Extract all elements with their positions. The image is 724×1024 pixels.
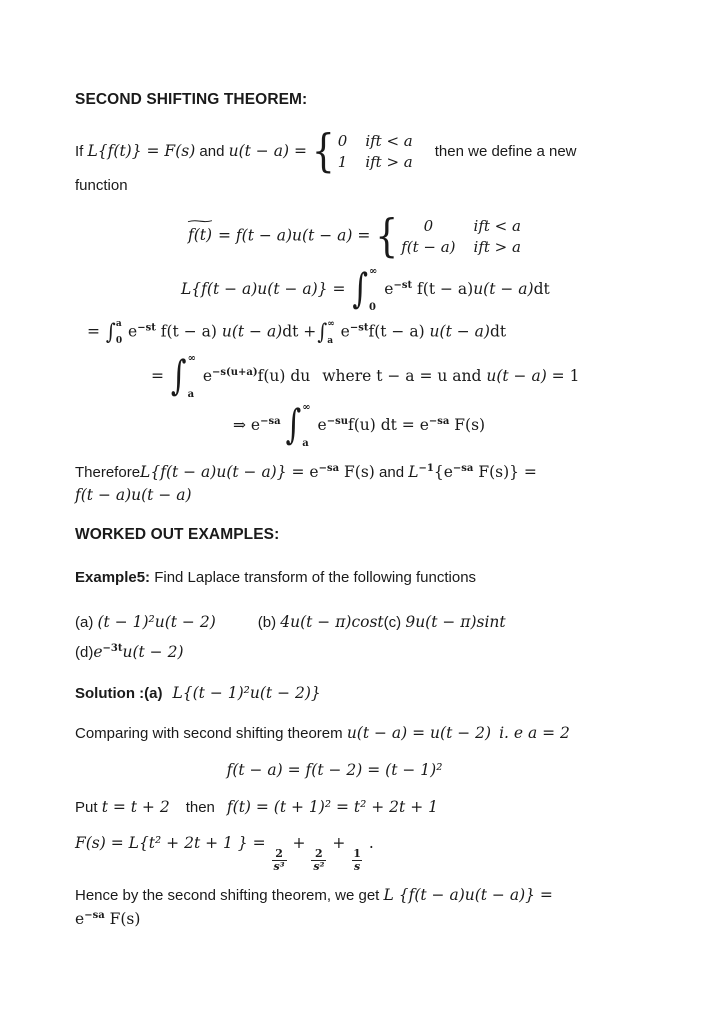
integral-sign: ∫ bbox=[170, 352, 187, 401]
lower-limit: a bbox=[187, 388, 195, 400]
text-run: and bbox=[195, 143, 229, 161]
integral-limits bbox=[301, 402, 310, 451]
math-run: e bbox=[379, 279, 394, 298]
integral-sign: ∫ bbox=[285, 401, 302, 450]
math-run: f(t − a) = f(t − 2) = (t − 1)² bbox=[226, 760, 443, 779]
math-run: where t − a = u and bbox=[322, 366, 487, 385]
intro-paragraph-continuation bbox=[75, 175, 654, 198]
put-substitution-line bbox=[75, 796, 654, 820]
math-run: f(u) dt = e bbox=[347, 415, 429, 434]
math-run: F(s) bbox=[104, 909, 141, 928]
math-run: u(t − a) bbox=[473, 279, 534, 298]
integral bbox=[286, 402, 311, 451]
worked-examples-heading: WORKED OUT EXAMPLES: bbox=[75, 526, 280, 544]
integral bbox=[352, 266, 377, 315]
math-run: F(s) bbox=[339, 462, 375, 481]
math-run: t = t + 2 bbox=[101, 797, 170, 816]
text-run-bold: Example5: bbox=[75, 569, 151, 587]
upper-limit: ∞ bbox=[187, 352, 196, 364]
equation-f-shift bbox=[75, 759, 594, 783]
math-run: e bbox=[197, 366, 213, 385]
math-run: f(t) = (t + 1)² = t² + 2t + 1 bbox=[226, 797, 438, 816]
text-run: Comparing with second shifting theorem bbox=[75, 724, 347, 742]
math-run: 9u(t − π)sint bbox=[405, 613, 506, 632]
equation-laplace-integral bbox=[181, 266, 654, 315]
math-run: e bbox=[123, 322, 138, 341]
math-run: L {f(t − a)u(t − a)} = bbox=[383, 885, 553, 904]
numerator: 2 bbox=[275, 846, 283, 860]
upper-limit: ∞ bbox=[302, 401, 311, 413]
math-run: dt bbox=[489, 322, 507, 341]
superscript: −1 bbox=[418, 462, 434, 474]
section-heading: SECOND SHIFTING THEOREM: bbox=[75, 91, 308, 108]
text-run: then bbox=[185, 798, 215, 816]
text-run: (d) bbox=[75, 643, 94, 661]
math-run: f(t − a) bbox=[368, 322, 430, 341]
numerator: 2 bbox=[315, 846, 323, 860]
text-run: If bbox=[75, 143, 88, 161]
math-run: u(t − a) = bbox=[228, 142, 312, 161]
math-run: e bbox=[75, 909, 85, 928]
math-run: L{f(t − a)u(t − a)} bbox=[140, 462, 287, 481]
cases-expression bbox=[311, 126, 413, 178]
example5-items bbox=[75, 608, 654, 667]
math-run: f(t − a)u(t − a) bbox=[75, 485, 192, 504]
text-run: Put bbox=[75, 798, 102, 816]
math-run: F(s)} = bbox=[473, 462, 537, 481]
denominator: s³ bbox=[273, 860, 285, 874]
math-run: u(t − 2) bbox=[122, 642, 184, 661]
cases-expression bbox=[375, 210, 521, 262]
fraction bbox=[272, 848, 287, 874]
equation-ftilde-definition bbox=[183, 210, 654, 262]
superscript: −st bbox=[137, 322, 156, 334]
math-run: = 1 bbox=[546, 366, 580, 385]
integral-sign: ∫ bbox=[352, 265, 369, 314]
integral-limits bbox=[116, 319, 122, 347]
text-run: function bbox=[75, 177, 128, 195]
case-value: 0 bbox=[337, 132, 348, 151]
cases-rows bbox=[401, 216, 521, 258]
lower-limit: a bbox=[327, 335, 334, 346]
upper-limit: ∞ bbox=[327, 318, 335, 329]
therefore-statement bbox=[75, 461, 654, 507]
lower-limit: 0 bbox=[369, 301, 376, 313]
tilde-accent: ∼ bbox=[183, 214, 217, 229]
math-run: f(t − a) bbox=[412, 279, 474, 298]
math-run: . bbox=[363, 833, 374, 852]
text-run: Therefore bbox=[75, 463, 141, 481]
superscript: −sa bbox=[84, 909, 105, 921]
math-run: u(t − a) bbox=[221, 322, 283, 341]
denominator: s bbox=[353, 860, 361, 874]
tilde-function bbox=[183, 214, 217, 248]
text-run: (a) bbox=[75, 614, 98, 632]
math-run: (t − 1)²u(t − 2) bbox=[97, 613, 216, 632]
solution-line bbox=[75, 682, 654, 706]
comparing-line bbox=[75, 722, 654, 746]
integral-limits bbox=[327, 319, 335, 347]
fraction bbox=[311, 848, 326, 874]
math-run: i. e a = 2 bbox=[499, 723, 570, 742]
math-run: u(t − a) = u(t − 2) bbox=[346, 723, 492, 742]
superscript: −sa bbox=[318, 462, 340, 474]
superscript: −st bbox=[349, 322, 369, 334]
case-condition: ift < a bbox=[365, 132, 413, 151]
integral-inline bbox=[106, 319, 122, 347]
math-run: ⇒ e bbox=[233, 415, 261, 434]
case-value: f(t − a) bbox=[401, 237, 456, 256]
math-run: L{f(t − a)u(t − a)} = bbox=[181, 279, 351, 298]
math-run: = f(t − a)u(t − a) = bbox=[213, 226, 376, 245]
superscript: −su bbox=[326, 415, 348, 427]
text-run: and bbox=[374, 463, 409, 481]
case-value: 0 bbox=[423, 216, 434, 235]
superscript: −sa bbox=[428, 415, 450, 427]
math-run: f(t − a) bbox=[155, 322, 222, 341]
integral-limits bbox=[187, 353, 196, 402]
math-run: dt bbox=[533, 279, 550, 298]
integral-sign: ∫ bbox=[317, 319, 328, 345]
lower-limit: 0 bbox=[115, 335, 123, 346]
math-run: e bbox=[93, 642, 103, 661]
text-run-bold: Solution :(a) bbox=[75, 684, 163, 702]
superscript: −sa bbox=[452, 462, 474, 474]
math-run: = bbox=[151, 366, 169, 385]
example5-statement bbox=[75, 566, 654, 590]
fs-transform-line bbox=[75, 832, 654, 874]
case-value: 1 bbox=[337, 153, 348, 172]
math-run: = bbox=[87, 322, 105, 341]
math-run: {e bbox=[433, 462, 453, 481]
math-run: + bbox=[327, 833, 351, 852]
text-run: Find Laplace transform of the following functions bbox=[150, 569, 477, 587]
math-run: e bbox=[335, 322, 350, 341]
math-run: f(t) bbox=[188, 226, 213, 245]
integral-inline bbox=[317, 319, 334, 347]
cases-rows bbox=[338, 131, 413, 173]
superscript: −sa bbox=[260, 415, 281, 427]
superscript: −s(u+a) bbox=[212, 366, 258, 378]
numerator: 1 bbox=[353, 846, 361, 860]
lower-limit: a bbox=[302, 437, 309, 449]
superscript: −st bbox=[393, 279, 413, 291]
integral bbox=[171, 353, 196, 402]
denominator: s² bbox=[313, 860, 325, 874]
math-run: = e bbox=[286, 462, 319, 481]
equation-result bbox=[233, 402, 654, 451]
upper-limit: ∞ bbox=[369, 265, 378, 277]
left-brace: { bbox=[311, 126, 335, 178]
hence-statement bbox=[75, 884, 654, 932]
text-run: then we define a new bbox=[434, 143, 577, 161]
math-run: u(t − a) bbox=[486, 366, 547, 385]
superscript: −3t bbox=[102, 642, 123, 654]
case-condition: ift > a bbox=[473, 237, 521, 256]
math-run: L bbox=[408, 462, 419, 481]
math-run: F(s) bbox=[449, 415, 486, 434]
text-run: (b) bbox=[257, 614, 281, 632]
math-run: L{f(t)} = F(s) bbox=[87, 142, 196, 161]
case-condition: ift > a bbox=[365, 153, 413, 172]
text-run: Hence by the second shifting theorem, we get bbox=[75, 886, 384, 904]
equation-substitution bbox=[151, 353, 654, 402]
integral-limits bbox=[368, 266, 377, 315]
text-run: (c) bbox=[383, 614, 406, 632]
math-run: dt + bbox=[282, 322, 317, 341]
upper-limit: a bbox=[115, 318, 122, 329]
case-condition: ift < a bbox=[473, 216, 521, 235]
math-run: f(u) du bbox=[257, 366, 311, 385]
intro-paragraph bbox=[75, 126, 654, 178]
left-brace: { bbox=[375, 210, 399, 262]
math-run: + bbox=[287, 833, 311, 852]
math-run: e bbox=[312, 415, 327, 434]
equation-split-integrals bbox=[87, 319, 654, 347]
math-run: L{(t − 1)²u(t − 2)} bbox=[172, 683, 321, 702]
fraction bbox=[351, 848, 363, 874]
math-run: F(s) = L{t² + 2t + 1 } = bbox=[75, 833, 271, 852]
math-run: 4u(t − π)cost bbox=[280, 613, 384, 632]
integral-sign: ∫ bbox=[105, 319, 116, 345]
math-run: u(t − a) bbox=[429, 322, 490, 341]
